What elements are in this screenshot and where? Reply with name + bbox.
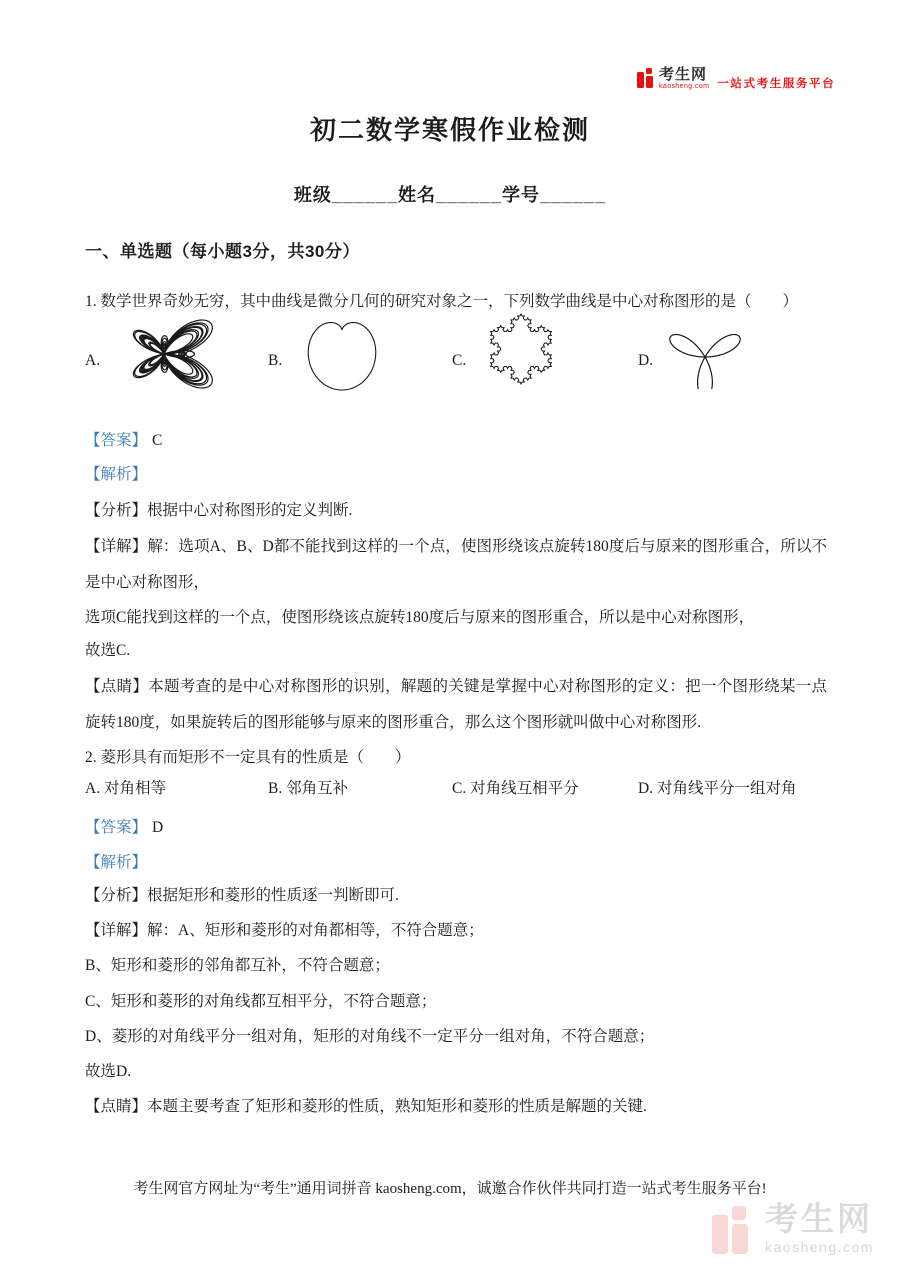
kaosheng-logo xyxy=(637,67,835,91)
q1-answer-line xyxy=(85,423,827,459)
kaosheng-h-watermark-icon xyxy=(712,1206,756,1254)
q2-option-d: D. 对角线平分一组对角 xyxy=(638,780,797,797)
footer-text: 考生网官方网址为“考生”通用词拼音 kaosheng.com，诚邀合作伙伴共同打造一站式考生服务平台! xyxy=(133,1181,767,1197)
answer-tag: 【答案】 xyxy=(85,819,148,836)
logo-tagline: 一站式考生服务平台 xyxy=(717,78,836,90)
q2-fenxi: 【分析】根据矩形和菱形的性质逐一判断即可. xyxy=(85,887,399,904)
watermark-brand: 考生网 xyxy=(765,1200,873,1237)
q2-option-b: B. 邻角互补 xyxy=(268,780,349,797)
q2-option-c: C. 对角线互相平分 xyxy=(452,780,579,797)
q1-stem: 1. 数学世界奇妙无穷，其中曲线是微分几何的研究对象之一，下列数学曲线是中心对称图形的是（ ） xyxy=(85,293,799,310)
cardioid-curve-figure xyxy=(296,322,388,394)
section-heading: 一、单选题（每小题3分，共30分） xyxy=(85,242,360,261)
butterfly-curve-figure xyxy=(102,314,226,394)
q2-conclusion: 故选D. xyxy=(85,1063,132,1080)
q2-detail-line: C、矩形和菱形的对角线都互相平分，不符合题意； xyxy=(85,993,437,1010)
watermark-domain: kaosheng.com xyxy=(765,1239,875,1255)
q1-dianjing: 【点睛】本题考查的是中心对称图形的识别，解题的关键是掌握中心对称图形的定义：把一个图形绕某一点旋转180度，如果旋转后的图形能够与原来的图形重合，那么这个图形就叫做中心对称图形. xyxy=(85,678,827,731)
koch-snowflake-figure xyxy=(478,313,564,389)
q1-option-b-label: B. xyxy=(268,352,283,369)
logo-domain: kaosheng.com xyxy=(659,83,710,90)
kaosheng-watermark xyxy=(712,1202,874,1254)
analysis-tag: 【解析】 xyxy=(85,854,148,871)
q2-option-a: A. 对角相等 xyxy=(85,780,166,797)
analysis-tag: 【解析】 xyxy=(85,466,148,483)
q1-fenxi: 【分析】根据中心对称图形的定义判断. xyxy=(85,502,353,519)
q2-answer-line xyxy=(85,810,827,846)
q2-analysis-tag-line xyxy=(85,845,827,881)
q2-detail-line: 【详解】解：A、矩形和菱形的对角都相等，不符合题意； xyxy=(85,922,484,939)
q2-detail-line: D、菱形的对角线平分一组对角，矩形的对角线不一定平分一组对角，不符合题意； xyxy=(85,1028,655,1045)
kaosheng-h-logo-icon xyxy=(637,68,655,88)
three-petal-rose-figure xyxy=(660,315,750,389)
page-title: 初二数学寒假作业检测 xyxy=(309,115,590,145)
student-info-blanks: 班级______姓名______学号______ xyxy=(293,185,607,205)
q1-option-c-label: C. xyxy=(452,352,467,369)
q2-dianjing: 【点睛】本题主要考查了矩形和菱形的性质，熟知矩形和菱形的性质是解题的关键. xyxy=(85,1098,647,1115)
logo-brand-name: 考生网 xyxy=(659,66,708,83)
answer-tag: 【答案】 xyxy=(85,432,148,449)
q1-analysis-tag-line xyxy=(85,457,827,493)
q1-answer-value: C xyxy=(152,432,163,449)
q2-answer-value: D xyxy=(152,819,164,836)
q1-option-d-label: D. xyxy=(638,352,654,369)
q2-detail-line: B、矩形和菱形的邻角都互补，不符合题意； xyxy=(85,957,390,974)
q1-option-a-label: A. xyxy=(85,352,101,369)
q2-stem: 2. 菱形具有而矩形不一定具有的性质是（ ） xyxy=(85,749,411,766)
q1-detail-paragraph: 【详解】解：选项A、B、D都不能找到这样的一个点，使图形绕该点旋转180度后与原来的图形重合，所以不是中心对称图形， xyxy=(85,538,827,591)
q1-conclusion: 故选C. xyxy=(85,642,131,659)
q1-detail-paragraph: 选项C能找到这样的一个点，使图形绕该点旋转180度后与原来的图形重合，所以是中心对称图形， xyxy=(85,609,755,626)
